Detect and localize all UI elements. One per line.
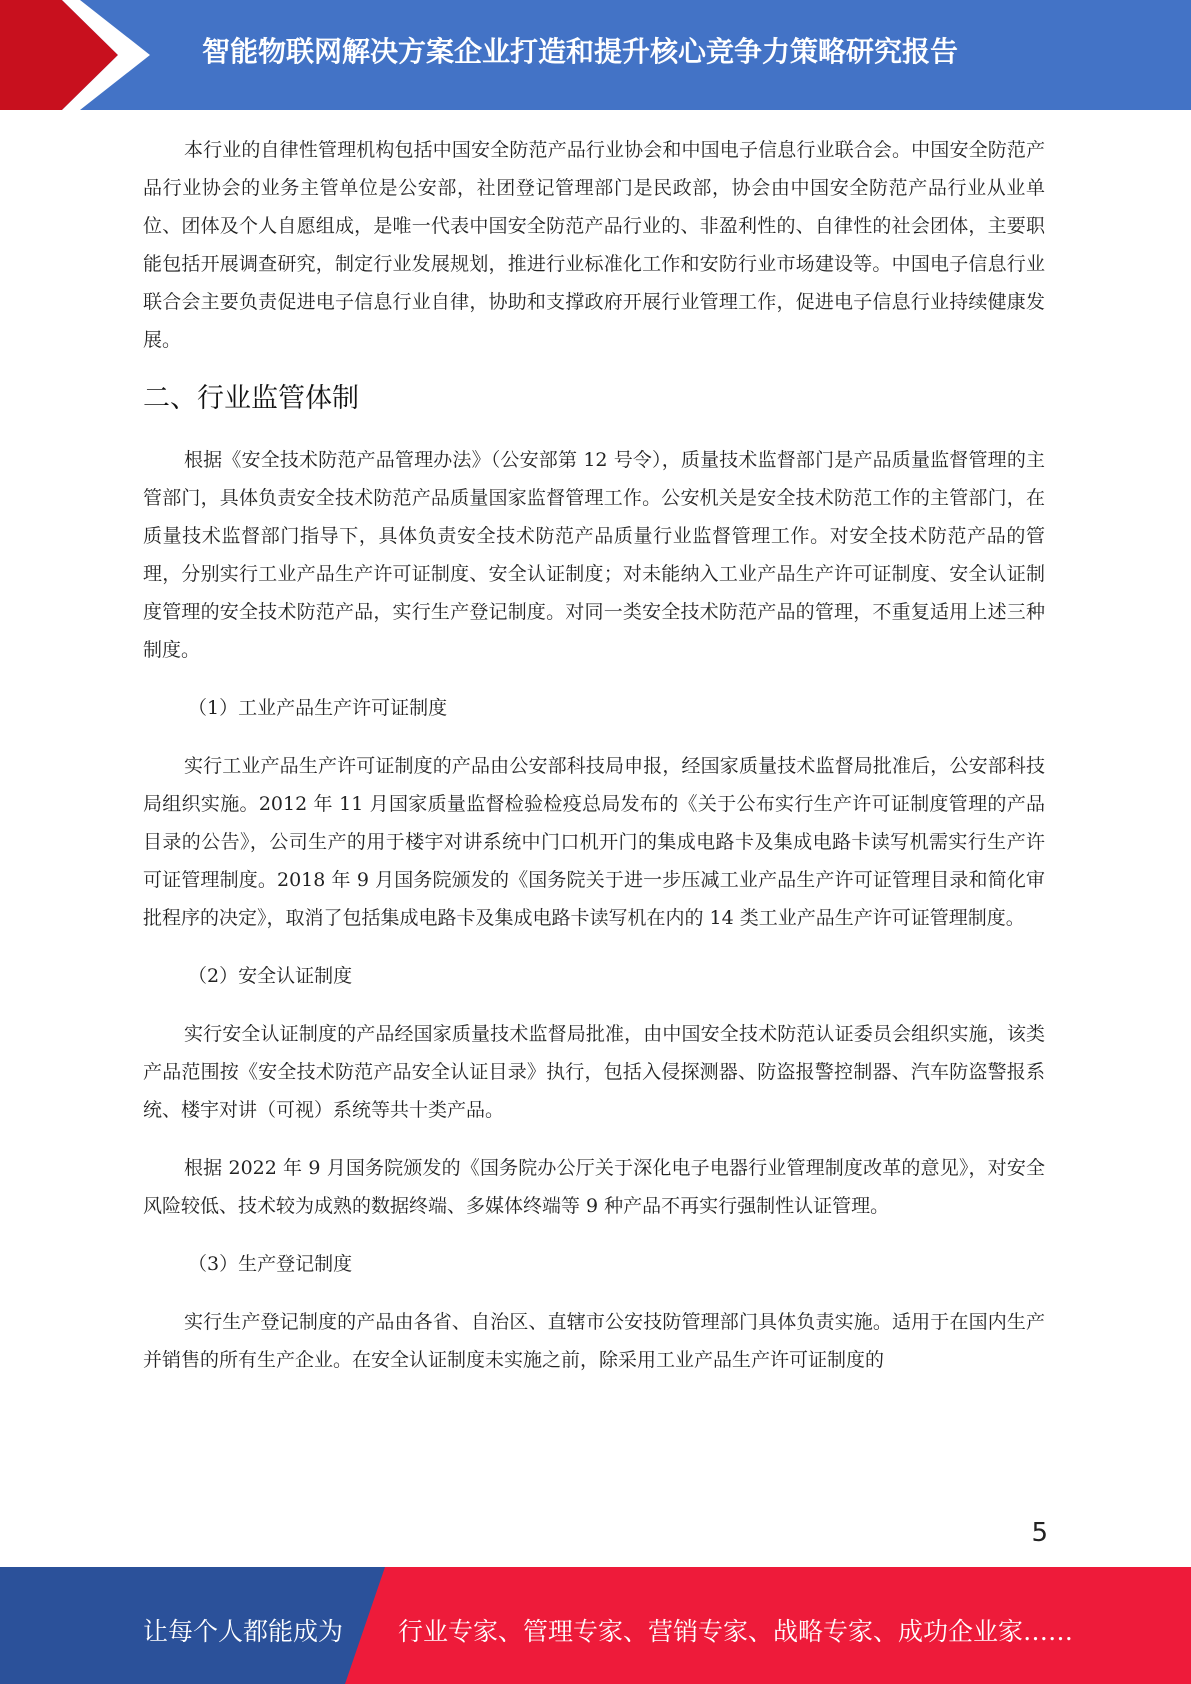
subsection-paragraph-2b: 根据 2022 年 9 月国务院颁发的《国务院办公厅关于深化电子电器行业管理制度改革的意见》，对安全风险较低、技术较为成熟的数据终端、多媒体终端等 9 种产品不再实行强制性认证管理。 bbox=[143, 1157, 1045, 1217]
intro-paragraph: 本行业的自律性管理机构包括中国安全防范产品行业协会和中国电子信息行业联合会。中国安全防范产品行业协会的业务主管单位是公安部，社团登记管理部门是民政部，协会由中国安全防范产品行业从业单位、团体及个人自愿组成，是唯一代表中国安全防范产品行业的、非盈利性的、自律性的社会团体，主要职能包括开展调查研究，制定行业发展规划，推进行业标准化工作和安防行业市场建设等。中国电子信息行业联合会主要负责促进电子信息行业自律，协助和支撑政府开展行业管理工作，促进电子信息行业持续健康发展。 bbox=[143, 139, 1045, 351]
page-header-banner bbox=[0, 0, 1191, 110]
subsection-paragraph-3: 实行生产登记制度的产品由各省、自治区、直辖市公安技防管理部门具体负责实施。适用于在国内生产并销售的所有生产企业。在安全认证制度未实施之前，除采用工业产品生产许可证制度的 bbox=[143, 1311, 1045, 1371]
page-footer-banner bbox=[0, 1567, 1191, 1684]
subsection-heading-3: （3）生产登记制度 bbox=[188, 1253, 353, 1275]
section-heading: 二、行业监管体制 bbox=[143, 383, 359, 414]
footer-slogan-left: 让每个人都能成为 bbox=[143, 1617, 344, 1646]
section-paragraph: 根据《安全技术防范产品管理办法》（公安部第 12 号令），质量技术监督部门是产品质量监督管理的主管部门，具体负责安全技术防范产品质量国家监督管理工作。公安机关是安全技术防范工作的主管部门，在质量技术监督部门指导下，具体负责安全技术防范产品质量行业监督管理工作。对安全技术防范产品的管理，分别实行工业产品生产许可证制度、安全认证制度；对未能纳入工业产品生产许可证制度、安全认证制度管理的安全技术防范产品，实行生产登记制度。对同一类安全技术防范产品的管理，不重复适用上述三种制度。 bbox=[143, 449, 1045, 661]
subsection-paragraph-1: 实行工业产品生产许可证制度的产品由公安部科技局申报，经国家质量技术监督局批准后，公安部科技局组织实施。2012 年 11 月国家质量监督检验检疫总局发布的《关于公布实行生产许可证制度管理的产品目录的公告》，公司生产的用于楼宇对讲系统中门口机开门的集成电路卡及集成电路卡读写机需实行生产许可证管理制度。2018 年 9 月国务院颁发的《国务院关于进一步压减工业产品生产许可证管理目录和简化审批程序的决定》，取消了包括集成电路卡及集成电路卡读写机在内的 14 类工业产品生产许可证管理制度。 bbox=[143, 755, 1045, 929]
subsection-heading-2: （2）安全认证制度 bbox=[188, 965, 353, 987]
page-body bbox=[143, 131, 1045, 1379]
report-title: 智能物联网解决方案企业打造和提升核心竞争力策略研究报告 bbox=[202, 35, 959, 68]
subsection-heading-1: （1）工业产品生产许可证制度 bbox=[188, 697, 448, 719]
page-number: 5 bbox=[1031, 1518, 1048, 1548]
footer-slogan-right: 行业专家、管理专家、营销专家、战略专家、成功企业家…… bbox=[398, 1617, 1074, 1646]
subsection-paragraph-2a: 实行安全认证制度的产品经国家质量技术监督局批准，由中国安全技术防范认证委员会组织实施，该类产品范围按《安全技术防范产品安全认证目录》执行，包括入侵探测器、防盗报警控制器、汽车防盗警报系统、楼宇对讲（可视）系统等共十类产品。 bbox=[143, 1023, 1045, 1121]
